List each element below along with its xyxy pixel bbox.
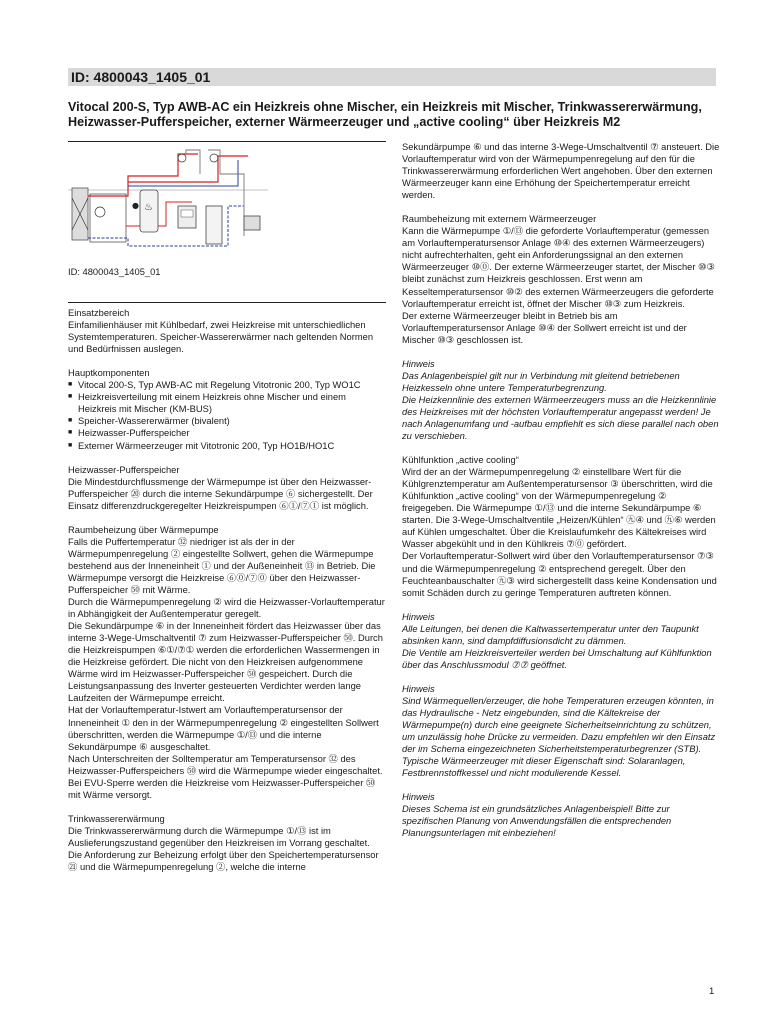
paragraph: Das Anlagenbeispiel gilt nur in Verbindung mit gleitend betriebenen Heizkesseln ohne untere Temperaturbegrenzung. (402, 370, 680, 393)
hint-heading: Hinweis (402, 358, 435, 369)
paragraph: Die Anforderung zur Beheizung erfolgt über den Speichertemperatursensor ㉑ und die Wärmepumpenregelung ②, welche die interne (68, 849, 379, 873)
drop-icon: ● (132, 201, 139, 210)
section-heading: Raumbeheizung über Wärmepumpe (68, 524, 219, 535)
section-heading: Kühlfunktion „active cooling“ (402, 455, 519, 466)
secondary-pump-icon (95, 207, 105, 217)
column-rule (68, 141, 386, 142)
heating-circuit-pump-icon-2 (210, 154, 218, 162)
hydraulic-schematic-diagram (68, 146, 386, 258)
right-column (402, 141, 720, 851)
section-raumbeheizung (68, 524, 386, 801)
section-pufferspeicher (68, 464, 386, 512)
list-item: ■ Speicher-Wassererwärmer (bivalent) (68, 415, 386, 427)
section-heading: Trinkwassererwärmung (68, 813, 165, 824)
section-trinkwasser (68, 813, 386, 873)
section-heading: Heizwasser-Pufferspeicher (68, 464, 180, 475)
hint-heading: Hinweis (402, 611, 435, 622)
hint-block-1 (402, 358, 720, 442)
page-number: 1 (709, 986, 715, 997)
paragraph: Hat der Vorlauftemperatur-Istwert am Vorlauftemperatursensor der Inneneinheit ① den in der Wärmepumpenregelung ② eingestellten Sollwert überschritten, werden die Wärmepumpe ①/⑬ und die interne Sekundärpumpe ⑥ ausgeschaltet. (68, 705, 379, 752)
document-id-bar (68, 68, 716, 86)
paragraph: Kann die Wärmepumpe ①/⑬ die geforderte Vorlauftemperatur (gemessen am Vorlauftemperatursensor Anlage ⑩④ des externen Wärmeerzeugers) nicht aufrechterhalten, geht ein Anforderungssignal an den externen Wärmeerzeuger ⑩⓪. Der externe Wärmeerzeuger startet, der Mischer ⑩③ bleibt zunächst zum Heizkreis geschlossen. Erst wenn am Kesseltemperatursensor ⑩② des externen Wärmeerzeugers die geforderte Vorlauftemperatur erreicht ist, öffnet der Mischer ⑩③ zum Heizkreis. (402, 226, 715, 309)
hint-block-4 (402, 791, 720, 839)
paragraph: Die Trinkwassererwärmung durch die Wärmepumpe ①/⑬ ist im Auslieferungszustand gegenüber den Heizkreisen im Vorrang geschaltet. (68, 825, 370, 848)
section-externer-waermeerzeuger (402, 213, 720, 346)
paragraph: Dieses Schema ist ein grundsätzliches Anlagenbeispiel! Bitte zur spezifischen Planung von Anwendungsfällen die entsprechenden Planungsunterlagen mit einbeziehen! (402, 804, 672, 839)
document-title: Vitocal 200-S, Typ AWB-AC ein Heizkreis ohne Mischer, ein Heizkreis mit Mischer, Trinkwassererwärmung, Heizwasser-Pufferspeicher, externer Wärmeerzeuger und „active cooling“ über Heizkreis M2 (68, 100, 702, 129)
section-heading: Hauptkomponenten (68, 368, 150, 379)
paragraph: Falls die Puffertemperatur ㉜ niedriger ist als der in der Wärmepumpenregelung ② eingestellte Sollwert, gehen die Wärmepumpe bestehend aus der Inneneinheit ① und der Außeneinheit ⑬ in Betrieb. Die Wärmepumpe versorgt die Heizkreise ⑥⓪/⑦⓪ über den Heizwasser-Pufferspeicher ㊿ mit Wärme. (68, 536, 376, 595)
flame-icon: ♨ (144, 202, 153, 213)
hint-heading: Hinweis (402, 683, 435, 694)
left-column (68, 141, 386, 885)
figure-caption: ID: 4800043_1405_01 (68, 267, 161, 277)
cooling-distributor (244, 216, 260, 230)
list-item: ■ Heizkreisverteilung mit einem Heizkreis ohne Mischer und einem Heizkreis mit Mischer (KM-BUS) (68, 391, 386, 415)
paragraph: Sekundärpumpe ⑥ und das interne 3-Wege-Umschaltventil ⑦ ansteuert. Die Vorlauftemperatur wird von der Wärmepumpenregelung auf den für die Trinkwassererwärmung erforderlichen Wert angehoben. Über den externen Wärmeerzeuger kann eine Erhöhung der Speichertemperatur erreicht werden. (402, 142, 720, 201)
paragraph: Sind Wärmequellen/erzeuger, die hohe Temperaturen erzeugen könnten, in das Hydraulische - Netz eingebunden, sind die Kältekreise der Wärmepumpe(n) durch eine geeignete Sicherheitseinrichtung zu schützen, um unzulässig hohe Drücke zu vermeiden. Dazu empfehlen wir den Einsatz der im Schema eingezeichneten Sicherheitstemperaturbegrenzer (STB). Typische Wärmeerzeuger mit dieser Eigenschaft sind: Solaranlagen, Festbrennstoffkessel und nicht modulierende Kessel. (402, 695, 716, 779)
paragraph: Der Vorlauftemperatur-Sollwert wird über den Vorlauftemperatursensor ⑦③ und die Wärmepumpenregelung ② entsprechend geregelt. Über den Feuchteanbauschalter ㊈③ wird sichergestellt dass keine Kondensation und somit Schäden durch zu geringe Temperaturen auftreten können. (402, 551, 717, 598)
boiler-controller-display (181, 210, 193, 217)
section-hauptkomponenten (68, 367, 386, 451)
section-text: Die Mindestdurchflussmenge der Wärmepumpe ist über den Heizwasser-Pufferspeicher ⑳ durch die interne Sekundärpumpe ⑥ sichergestellt. Der Einsatz differenzdruckgeregelter Heizkreispumpen ⑥①/⑦① ist möglich. (68, 476, 373, 511)
paragraph: Der externe Wärmeerzeuger bleibt in Betrieb bis am Vorlauftemperatursensor Anlage ⑩④ der Sollwert erreicht ist und der Mischer ⑩③ geschlossen ist. (402, 310, 687, 345)
list-item: ■ Vitocal 200-S, Typ AWB-AC mit Regelung Vitotronic 200, Typ WO1C (68, 379, 386, 391)
paragraph: Die Sekundärpumpe ⑥ in der Inneneinheit fördert das Heizwasser über das interne 3-Wege-Umschaltventil ⑦ zum Heizwasser-Pufferspeicher ㊿. Durch die Heizkreispumpen ⑥①/⑦① werden die erforderlichen Wassermengen in die Heizkreise gefördert. Die nicht von den Heizkreisen aufgenommene Wärme wird im Heizwasser-Pufferspeicher ㊿ gespeichert. Durch die Leistungsanpassung des Inverter gesteuerten Verdichter werden lange Laufzeiten der Wärmepumpe erreicht. (68, 621, 383, 704)
paragraph: Bei EVU-Sperre werden die Heizkreise vom Heizwasser-Pufferspeicher ㊿ mit Wärme versorgt. (68, 777, 376, 800)
paragraph: Alle Leitungen, bei denen die Kaltwassertemperatur unter den Taupunkt absinken kann, sind dampfdiffusionsdicht zu dämmen. (402, 623, 699, 646)
section-heading: Raumbeheizung mit externem Wärmeerzeuger (402, 214, 597, 225)
heatpump-indoor-unit (90, 194, 126, 242)
column-rule-2 (68, 302, 386, 303)
list-item: ■ Externer Wärmeerzeuger mit Vitotronic 200, Typ HO1B/HO1C (68, 440, 386, 452)
hint-block-3 (402, 683, 720, 779)
paragraph: Die Ventile am Heizkreisverteiler werden bei Umschaltung auf Kühlfunktion über das Anschlussmodul ⑦⑦ geöffnet. (402, 647, 712, 670)
hint-block-2 (402, 611, 720, 671)
paragraph: Wird der an der Wärmepumpenregelung ② einstellbare Wert für die Kühlgrenztemperatur am Außentemperatursensor ③ überschritten, wird die Kühlfunktion „active cooling“ von der Wärmepumpenregelung ② freigegeben. Die Wärmepumpe ①/⑬ und die interne Sekundärpumpe ⑥ starten. Die 3-Wege-Umschaltventile „Heizen/Kühlen“ ㊈④ und ㊈⑥ werden auf Kühlen umgeschaltet. Über die Kreislaufumkehr des Kältekreises wird Wasser abgekühlt und in den Kühlkreis ⑦⓪ gefördert. (402, 467, 716, 550)
buffer-cylinder (206, 206, 222, 244)
paragraph: Durch die Wärmepumpenregelung ② wird die Heizwasser-Vorlauftemperatur in Abhängigkeit der Außentemperatur geregelt. (68, 597, 385, 620)
component-list (68, 379, 386, 451)
section-text: Einfamilienhäuser mit Kühlbedarf, zwei Heizkreise mit unterschiedlichen Systemtemperaturen. Speicher-Wassererwärmer nach geltenden Normen und Bedürfnissen auslegen. (68, 320, 374, 355)
paragraph: Nach Unterschreiten der Solltemperatur am Temperatursensor ㉜ des Heizwasser-Pufferspeichers ㊿ wird die Wärmepumpe wieder eingeschaltet. (68, 753, 383, 776)
section-einsatzbereich (68, 307, 386, 355)
section-heading: Einsatzbereich (68, 308, 130, 319)
heating-circuit-pump-icon (178, 154, 186, 162)
flow-line-hot-2 (128, 156, 248, 182)
paragraph: Die Heizkennlinie des externen Wärmeerzeugers muss an die Heizkennlinie des Heizkreises mit der höchsten Vorlauftemperatur angepasst werden! Je nach Anlagenumfang und -aufbau empfiehlt es sich diese parallel nach oben zu verschieben. (402, 394, 719, 442)
section-kuehlfunktion (402, 454, 720, 599)
hint-heading: Hinweis (402, 792, 435, 803)
section-trinkwasser-continued (402, 141, 720, 201)
document-id-header: ID: 4800043_1405_01 (71, 69, 211, 85)
list-item: ■ Heizwasser-Pufferspeicher (68, 427, 386, 439)
